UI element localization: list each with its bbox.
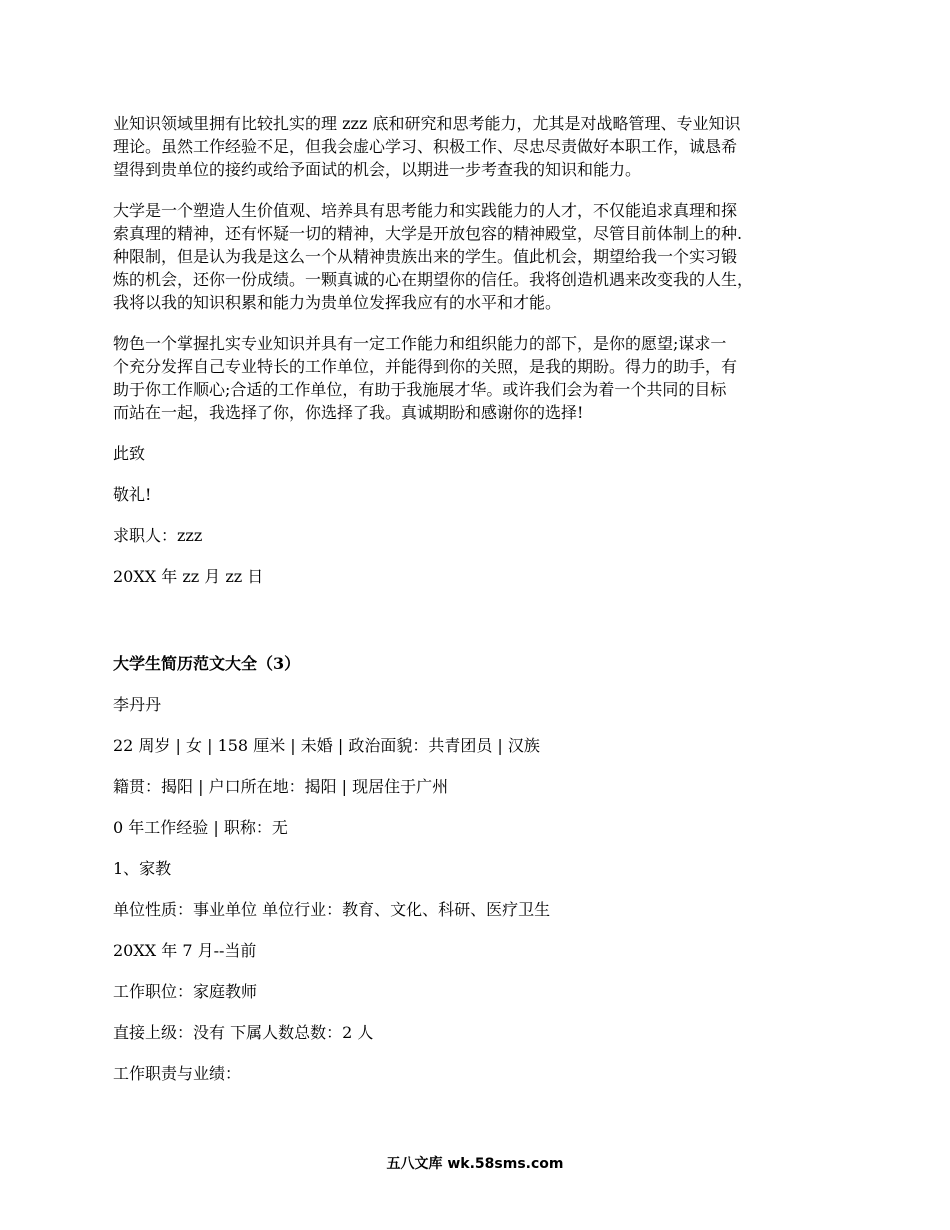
text-line: 理论。虽然工作经验不足，但我会虚心学习、积极工作、尽忠尽责做好本职工作，诚恳希 — [113, 137, 738, 156]
resume-name: 李丹丹 — [113, 695, 162, 714]
text-line: 望得到贵单位的接约或给予面试的机会，以期进一步考查我的知识和能力。 — [113, 160, 642, 179]
letter-paragraph-3 — [113, 332, 843, 424]
footer-watermark: 五八文库 wk.58sms.com — [386, 1156, 564, 1172]
section-heading: 大学生简历范文大全（3） — [113, 654, 301, 673]
resume-job-title: 1、家教 — [113, 859, 172, 878]
resume-experience: 0 年工作经验 | 职称：无 — [113, 818, 288, 837]
resume-duties: 工作职责与业绩： — [113, 1064, 242, 1083]
document-page — [113, 112, 843, 1103]
resume-position: 工作职位：家庭教师 — [113, 982, 258, 1001]
text-line: 业知识领域里拥有比较扎实的理 zzz 底和研究和思考能力，尤其是对战略管理、专业知识 — [113, 114, 741, 133]
text-line: 而站在一起，我选择了你，你选择了我。真诚期盼和感谢你的选择! — [113, 403, 584, 422]
resume-supervisor: 直接上级：没有 下属人数总数：2 人 — [113, 1023, 374, 1042]
text-line: 物色一个掌握扎实专业知识并具有一定工作能力和组织能力的部下，是你的愿望;谋求一 — [113, 334, 727, 353]
text-line: 炼的机会，还你一份成绩。一颗真诚的心在期望你的信任。我将创造机遇来改变我的人生， — [113, 270, 754, 289]
text-line: 种限制，但是认为我是这么一个从精神贵族出来的学生。值此机会，期望给我一个实习锻 — [113, 247, 738, 266]
closing-regards: 敬礼! — [113, 485, 152, 504]
letter-paragraph-1 — [113, 112, 843, 181]
resume-company: 单位性质：事业单位 单位行业：教育、文化、科研、医疗卫生 — [113, 900, 551, 919]
letter-date: 20XX 年 zz 月 zz 日 — [113, 567, 264, 586]
resume-basic-info: 22 周岁 | 女 | 158 厘米 | 未婚 | 政治面貌：共青团员 | 汉族 — [113, 736, 540, 755]
resume-period: 20XX 年 7 月--当前 — [113, 941, 257, 960]
text-line: 助于你工作顺心;合适的工作单位，有助于我施展才华。或许我们会为着一个共同的目标 — [113, 380, 727, 399]
text-line: 索真理的精神，还有怀疑一切的精神，大学是开放包容的精神殿堂，尽管目前体制上的种. — [113, 224, 743, 243]
text-line: 个充分发挥自己专业特长的工作单位，并能得到你的关照，是我的期盼。得力的助手，有 — [113, 357, 738, 376]
text-line: 大学是一个塑造人生价值观、培养具有思考能力和实践能力的人才，不仅能追求真理和探 — [113, 201, 738, 220]
signature: 求职人：zzz — [113, 526, 203, 545]
resume-origin: 籍贯：揭阳 | 户口所在地：揭阳 | 现居住于广州 — [113, 777, 449, 796]
text-line: 我将以我的知识积累和能力为贵单位发挥我应有的水平和才能。 — [113, 293, 562, 312]
closing-salutation: 此致 — [113, 444, 146, 463]
letter-paragraph-2 — [113, 199, 843, 314]
